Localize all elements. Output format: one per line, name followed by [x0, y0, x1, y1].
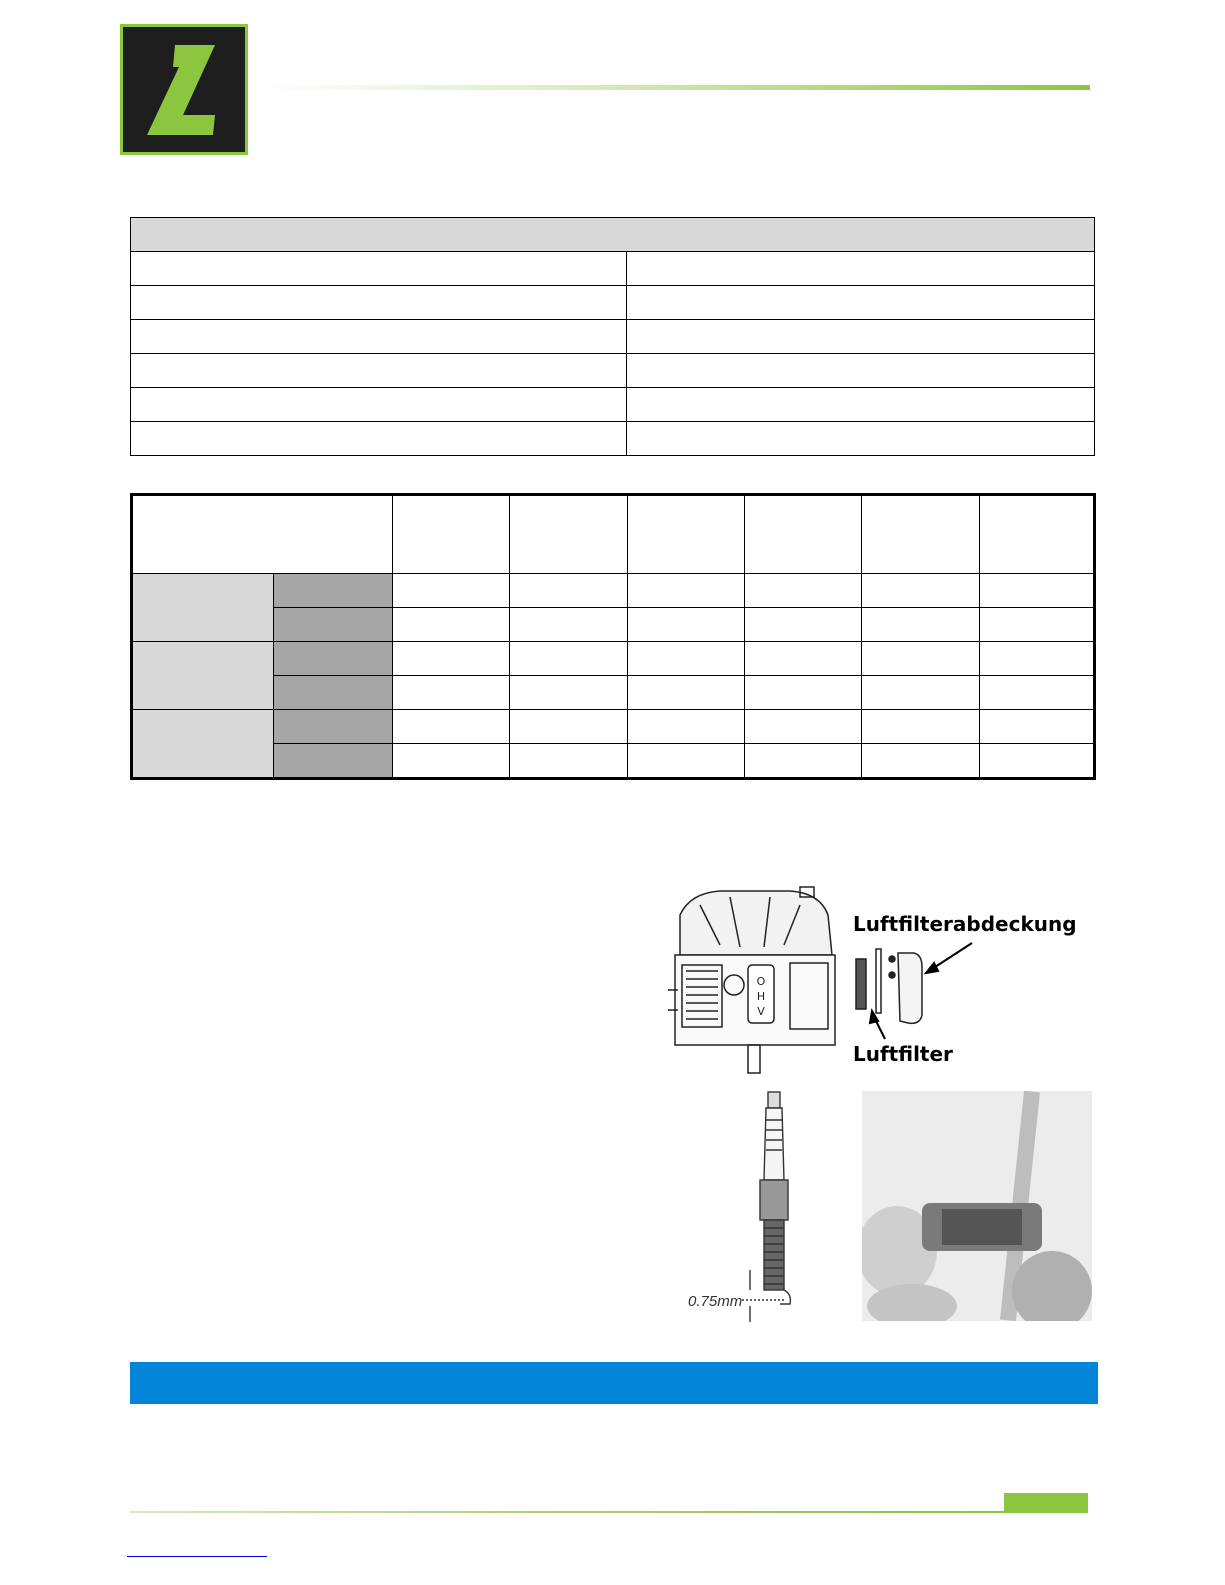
footer-page-tab — [1004, 1493, 1088, 1513]
maintenance-subgroup-cell — [274, 676, 392, 710]
maintenance-cell — [510, 642, 627, 676]
spec-cell — [627, 388, 1095, 422]
maintenance-cell — [862, 710, 979, 744]
spec-cell — [627, 354, 1095, 388]
section-header-bar — [130, 1362, 1098, 1404]
spec-cell — [627, 286, 1095, 320]
maintenance-cell — [627, 710, 744, 744]
maintenance-cell — [627, 574, 744, 608]
spec-cell — [131, 388, 627, 422]
maintenance-cell — [744, 608, 861, 642]
maintenance-cell — [510, 710, 627, 744]
maintenance-cell — [392, 676, 509, 710]
maintenance-cell — [744, 642, 861, 676]
maintenance-cell — [862, 676, 979, 710]
maintenance-cell — [510, 744, 627, 779]
maintenance-cell — [510, 574, 627, 608]
maintenance-cell — [744, 676, 861, 710]
maintenance-cell — [392, 744, 509, 779]
maintenance-cell — [392, 710, 509, 744]
spark-plug-illustration — [680, 1090, 820, 1322]
maintenance-cell — [627, 744, 744, 779]
maintenance-cell — [510, 676, 627, 710]
footer-link-underline[interactable] — [127, 1556, 267, 1557]
maintenance-header-interval — [510, 495, 627, 574]
maintenance-cell — [862, 744, 979, 779]
maintenance-header-interval — [627, 495, 744, 574]
maintenance-cell — [392, 574, 509, 608]
maintenance-cell — [392, 608, 509, 642]
air-filter-label: Luftfilter — [853, 1042, 953, 1066]
svg-text:H: H — [756, 990, 766, 1003]
maintenance-group-cell — [132, 642, 274, 710]
maintenance-cell — [979, 608, 1094, 642]
maintenance-cell — [862, 608, 979, 642]
spec-table — [130, 217, 1095, 456]
maintenance-cell — [392, 642, 509, 676]
brand-logo — [120, 24, 248, 155]
maintenance-cell — [627, 642, 744, 676]
air-filter-cover-label: Luftfilterabdeckung — [853, 912, 1077, 936]
maintenance-cell — [627, 608, 744, 642]
footer-divider-line — [130, 1511, 1004, 1513]
header-divider-line — [262, 85, 1090, 90]
maintenance-subgroup-cell — [274, 574, 392, 608]
spark-plug-gap-label: 0.75mm — [688, 1293, 743, 1310]
spec-cell — [627, 252, 1095, 286]
maintenance-subgroup-cell — [274, 608, 392, 642]
maintenance-cell — [744, 574, 861, 608]
maintenance-cell — [862, 574, 979, 608]
engine-illustration — [660, 885, 850, 1080]
maintenance-subgroup-cell — [274, 710, 392, 744]
maintenance-subgroup-cell — [274, 744, 392, 779]
maintenance-group-cell — [132, 710, 274, 779]
maintenance-subgroup-cell — [274, 642, 392, 676]
logo-z-mark — [123, 27, 245, 152]
maintenance-cell — [510, 608, 627, 642]
spark-plug-gap-photo — [862, 1091, 1092, 1321]
maintenance-cell — [979, 676, 1094, 710]
maintenance-cell — [979, 574, 1094, 608]
maintenance-table — [130, 493, 1096, 780]
svg-text:V: V — [757, 1005, 765, 1018]
maintenance-header-interval — [862, 495, 979, 574]
maintenance-cell — [627, 676, 744, 710]
maintenance-header-interval — [979, 495, 1094, 574]
label-arrows — [860, 935, 980, 1045]
maintenance-cell — [744, 710, 861, 744]
spec-table-header — [131, 218, 1095, 252]
maintenance-cell — [862, 642, 979, 676]
maintenance-header-label — [132, 495, 393, 574]
svg-text:O: O — [756, 975, 766, 988]
maintenance-header-interval — [392, 495, 509, 574]
spec-cell — [131, 320, 627, 354]
maintenance-cell — [979, 744, 1094, 779]
maintenance-cell — [979, 710, 1094, 744]
maintenance-header-interval — [744, 495, 861, 574]
spec-cell — [627, 320, 1095, 354]
maintenance-cell — [979, 642, 1094, 676]
maintenance-group-cell — [132, 574, 274, 642]
maintenance-cell — [744, 744, 861, 779]
spec-cell — [131, 252, 627, 286]
spec-cell — [131, 422, 627, 456]
spec-cell — [627, 422, 1095, 456]
spec-cell — [131, 286, 627, 320]
spec-cell — [131, 354, 627, 388]
